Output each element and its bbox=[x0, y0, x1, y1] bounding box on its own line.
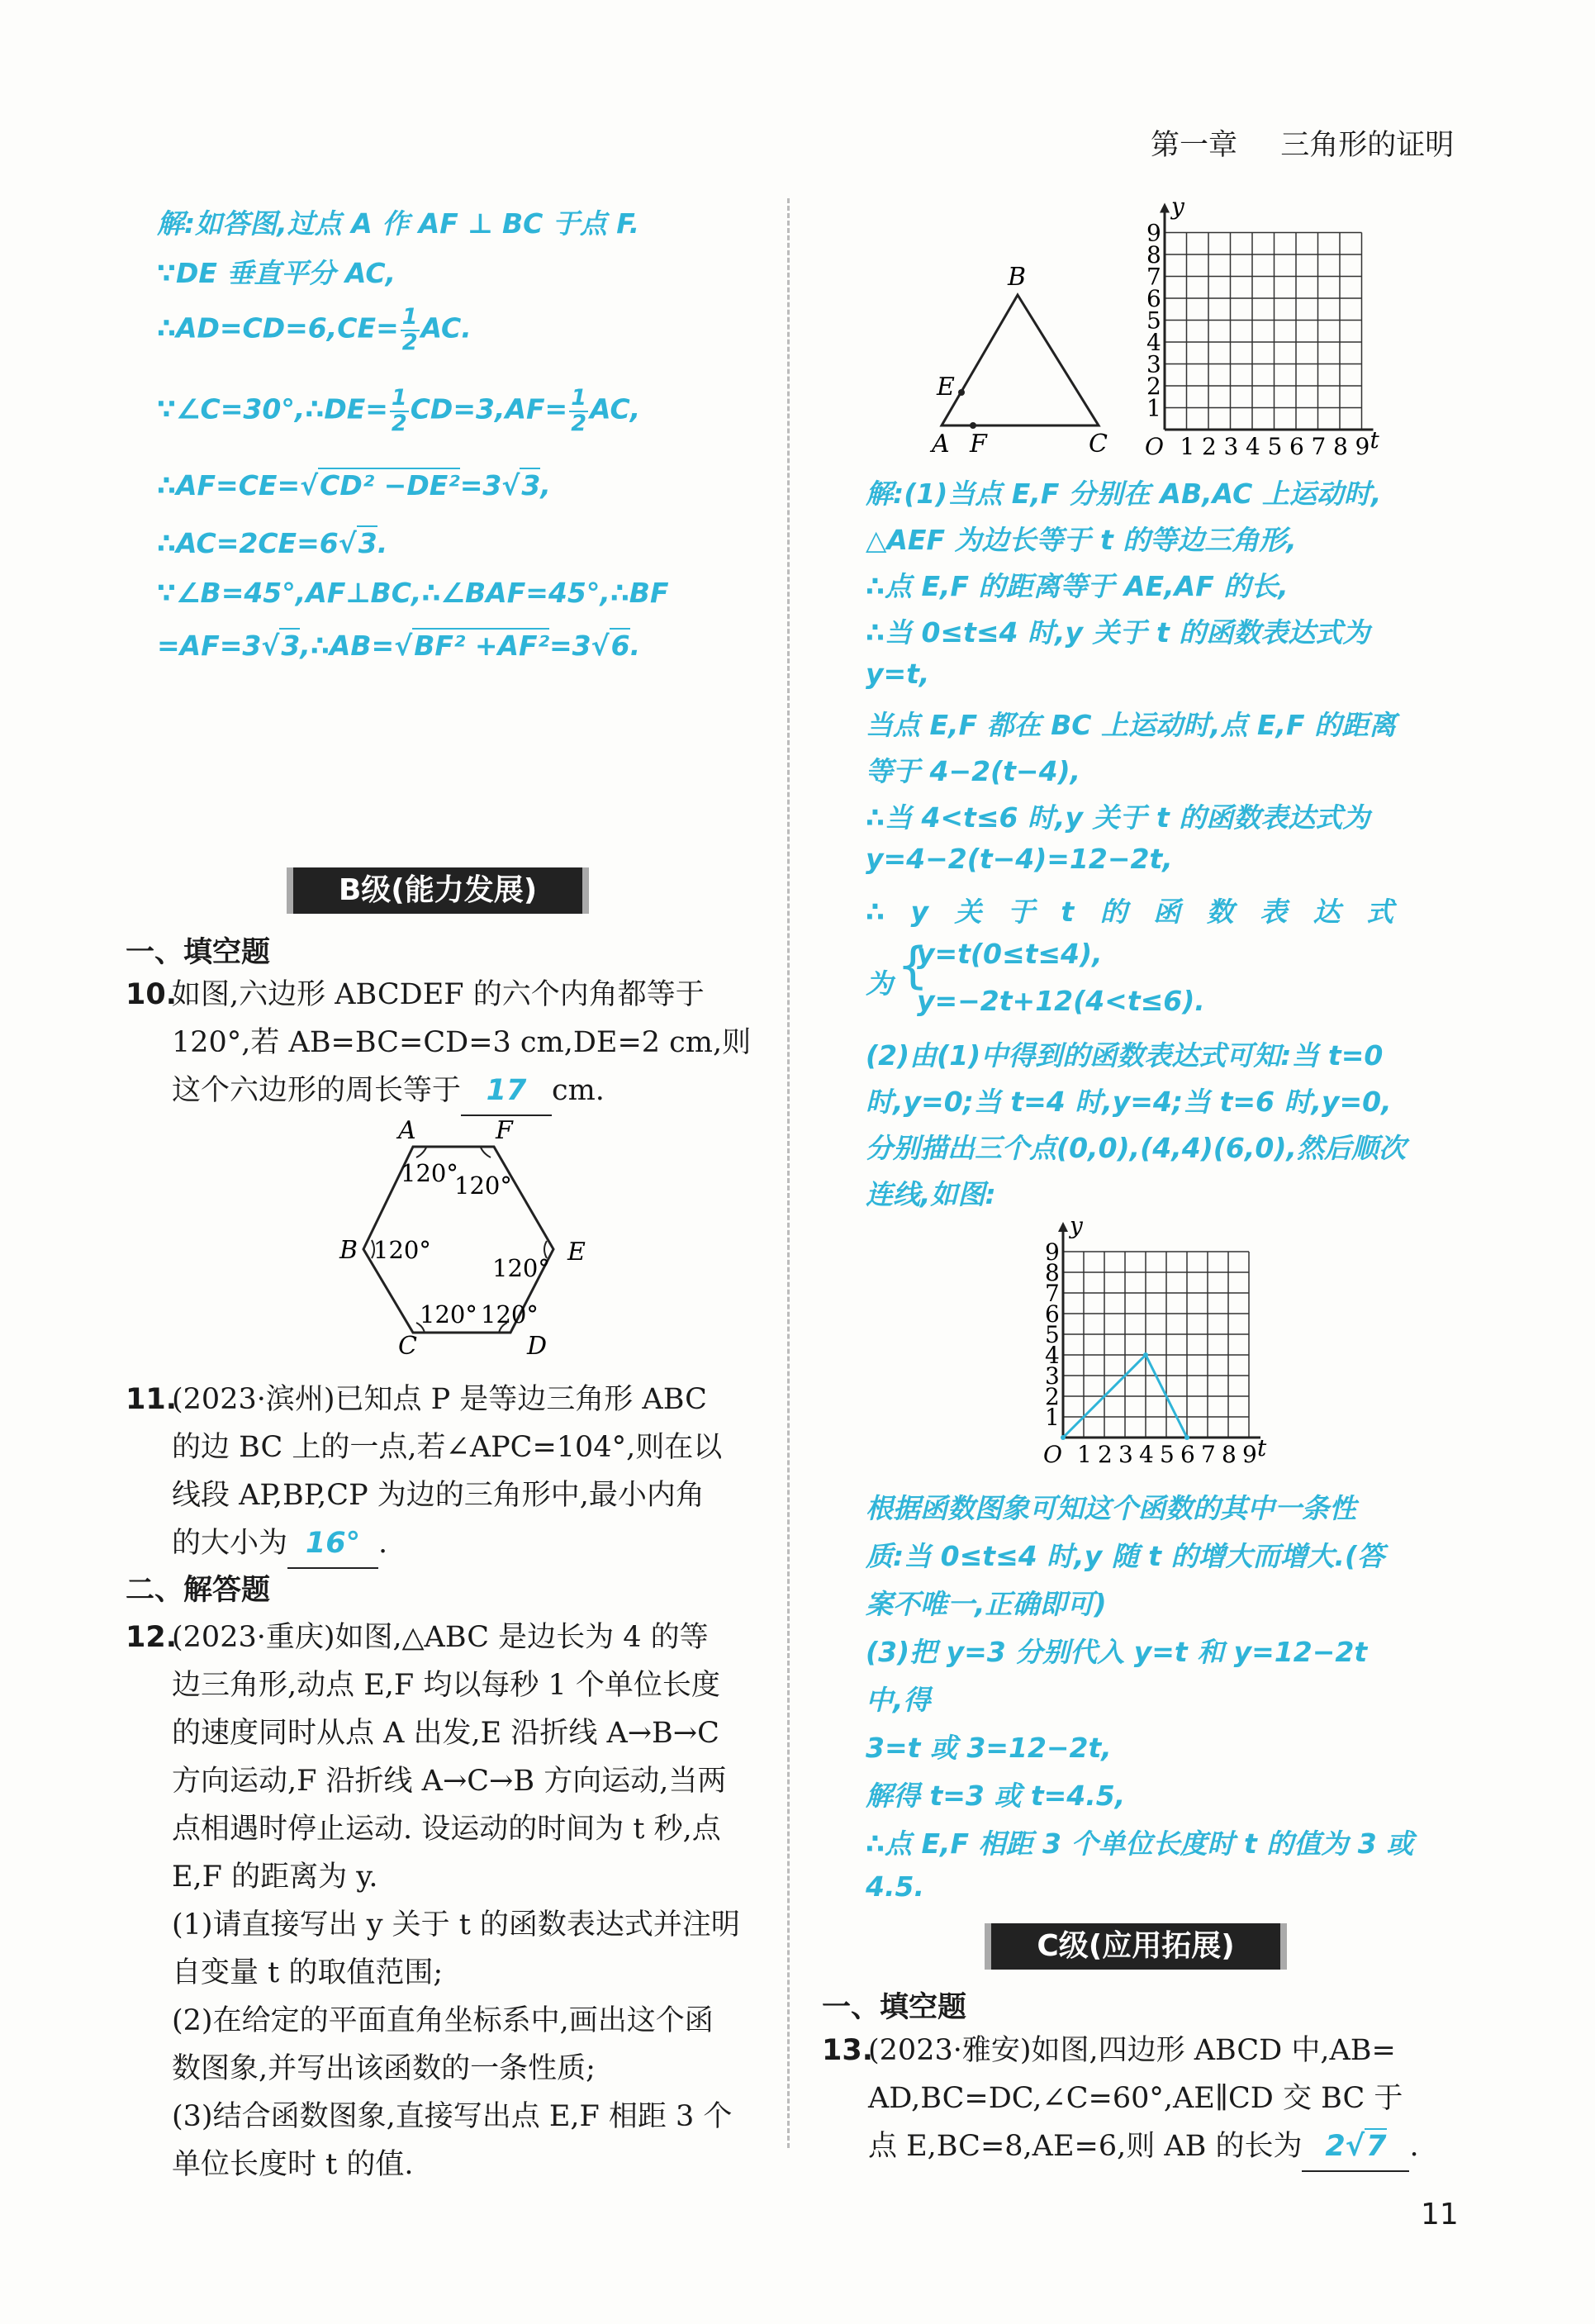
vertex-label: F bbox=[970, 430, 987, 459]
x-tick-label: 4 bbox=[1246, 433, 1260, 460]
vertex-label: C bbox=[1089, 430, 1108, 459]
solution-line: 根据函数图象可知这个函数的其中一条性 bbox=[866, 1492, 1356, 1524]
solution-line: ∴AC=2CE=6√3. bbox=[157, 527, 388, 559]
solution-line: ∴AD=CD=6,CE= $\frac{1}{2}$ AC. bbox=[157, 304, 472, 355]
y-tick-label: 4 bbox=[1146, 329, 1161, 356]
solution-line: =AF=3√3,∴AB=√BF² +AF²=3√6. bbox=[157, 630, 641, 662]
answer-blank: 2√7 bbox=[1302, 2122, 1409, 2172]
section-fill-heading-c: 一、填空题 bbox=[822, 1991, 967, 2024]
y-axis-arrow bbox=[1058, 1222, 1068, 1232]
question-line: 线段 AP,BP,CP 为边的三角形中,最小内角 bbox=[172, 1479, 705, 1512]
y-tick-label: 4 bbox=[1045, 1342, 1060, 1369]
question-number: 12. bbox=[126, 1621, 178, 1654]
hexagon-figure bbox=[330, 1111, 603, 1359]
solution-line: y=−2t+12(4<t≤6). bbox=[917, 985, 1205, 1017]
solution-line: 中,得 bbox=[866, 1684, 931, 1716]
solution-line: ∵∠C=30°,∴DE= $\frac{1}{2}$ CD=3,AF= $\frac{1}{2}$ AC, bbox=[157, 385, 641, 436]
question-line: 120°,若 AB=BC=CD=3 cm,DE=2 cm,则 bbox=[172, 1026, 752, 1059]
question-line: (2023·滨州)已知点 P 是等边三角形 ABC bbox=[172, 1383, 707, 1416]
y-tick-label: 6 bbox=[1146, 285, 1161, 312]
solution-line: 时,y=0;当 t=4 时,y=4;当 t=6 时,y=0, bbox=[866, 1086, 1392, 1118]
x-tick-label: 6 bbox=[1289, 433, 1304, 460]
data-point bbox=[1061, 1435, 1066, 1440]
question-line: 点相遇时停止运动. 设运动的时间为 t 秒,点 bbox=[172, 1813, 721, 1846]
question-line: 数图象,并写出该函数的一条性质; bbox=[172, 2052, 596, 2085]
question-line: 的大小为 16° . bbox=[172, 1519, 387, 1569]
vertex-label: D bbox=[527, 1332, 548, 1361]
triangle-figure bbox=[925, 260, 1123, 463]
chapter-label: 第一章 bbox=[1151, 129, 1238, 162]
x-tick-label: 4 bbox=[1139, 1441, 1154, 1468]
solution-line: 当点 E,F 都在 BC 上运动时,点 E,F 的距离 bbox=[866, 709, 1397, 741]
page-number: 11 bbox=[1421, 2198, 1459, 2231]
y-tick-label: 9 bbox=[1146, 219, 1161, 247]
angle-label: 120° bbox=[420, 1300, 477, 1328]
solution-line: 解得 t=3 或 t=4.5, bbox=[866, 1780, 1126, 1812]
y-axis-label: y bbox=[1171, 192, 1184, 221]
data-point bbox=[1143, 1352, 1148, 1357]
answer-blank: 17 bbox=[461, 1067, 552, 1116]
x-tick-label: 5 bbox=[1160, 1441, 1175, 1468]
brace: { bbox=[897, 937, 929, 995]
solution-line: 案不唯一,正确即可) bbox=[866, 1588, 1107, 1620]
vertex-label: B bbox=[1008, 263, 1027, 292]
y-tick-label: 8 bbox=[1045, 1259, 1060, 1286]
x-tick-label: 6 bbox=[1180, 1441, 1195, 1468]
y-tick-label: 3 bbox=[1045, 1362, 1060, 1390]
solution-line: ∴点 E,F 相距 3 个单位长度时 t 的值为 3 或 bbox=[866, 1827, 1414, 1860]
angle-label: 120° bbox=[401, 1159, 458, 1187]
y-tick-label: 3 bbox=[1146, 350, 1161, 378]
solution-line: 分别描出三个点(0,0),(4,4)(6,0),然后顺次 bbox=[866, 1132, 1406, 1164]
section-fill-heading: 一、填空题 bbox=[126, 936, 271, 969]
x-tick-label: 7 bbox=[1311, 433, 1327, 460]
x-tick-label: 3 bbox=[1223, 433, 1239, 460]
solution-line: ∴当 0≤t≤4 时,y 关于 t 的函数表达式为 bbox=[866, 616, 1370, 649]
vertex-label: C bbox=[398, 1332, 417, 1361]
solution-line: 质:当 0≤t≤4 时,y 随 t 的增大而增大.(答 bbox=[866, 1540, 1385, 1572]
x-tick-label: 1 bbox=[1077, 1441, 1092, 1468]
y-tick-label: 1 bbox=[1146, 394, 1161, 422]
blank-coordinate-grid bbox=[1123, 192, 1379, 460]
question-line: E,F 的距离为 y. bbox=[172, 1861, 378, 1894]
x-tick-label: 9 bbox=[1242, 1441, 1257, 1468]
solution-line: (2)由(1)中得到的函数表达式可知:当 t=0 bbox=[866, 1039, 1384, 1072]
solution-line: ∵∠B=45°,AF⊥BC,∴∠BAF=45°,∴BF bbox=[157, 577, 669, 609]
angle-label: 120° bbox=[481, 1300, 539, 1328]
function-graph bbox=[1028, 1210, 1301, 1483]
solution-line: △AEF 为边长等于 t 的等边三角形, bbox=[866, 524, 1297, 556]
solution-line: ∴点 E,F 的距离等于 AE,AF 的长, bbox=[866, 570, 1289, 602]
question-line: 的边 BC 上的一点,若∠APC=104°,则在以 bbox=[172, 1431, 723, 1464]
x-axis-label: t bbox=[1257, 1434, 1267, 1461]
chapter-title: 三角形的证明 bbox=[1280, 129, 1455, 162]
x-tick-label: 8 bbox=[1333, 433, 1348, 460]
question-line: (3)结合函数图象,直接写出点 E,F 相距 3 个 bbox=[172, 2100, 733, 2133]
solution-line: ∴当 4<t≤6 时,y 关于 t 的函数表达式为 bbox=[866, 801, 1370, 834]
solution-line: ∴AF=CE=√CD² −DE²=3√3, bbox=[157, 469, 551, 501]
y-axis-arrow bbox=[1160, 203, 1170, 213]
angle-label: 120° bbox=[373, 1236, 431, 1264]
angle-label: 120° bbox=[454, 1172, 512, 1200]
section-answer-heading: 二、解答题 bbox=[126, 1574, 271, 1607]
solution-line: 4.5. bbox=[866, 1870, 924, 1903]
answer-blank: 16° bbox=[287, 1519, 378, 1569]
x-axis-label: t bbox=[1370, 426, 1379, 454]
vertex-label: A bbox=[932, 430, 950, 459]
origin-label: O bbox=[1145, 433, 1164, 460]
question-number: 13. bbox=[822, 2034, 874, 2067]
y-tick-label: 9 bbox=[1045, 1238, 1060, 1266]
solution-line: y=4−2(t−4)=12−2t, bbox=[866, 843, 1173, 875]
x-tick-label: 7 bbox=[1201, 1441, 1216, 1468]
question-line: 这个六边形的周长等于 17 cm. bbox=[172, 1067, 605, 1116]
question-line: (1)请直接写出 y 关于 t 的函数表达式并注明 bbox=[172, 1908, 740, 1941]
question-line: 单位长度时 t 的值. bbox=[172, 2148, 414, 2181]
solution-line: 为 bbox=[866, 967, 893, 1000]
y-tick-label: 1 bbox=[1045, 1404, 1060, 1431]
solution-line: ∴ y 关 于 t 的 函 数 表 达 式 bbox=[866, 896, 1394, 928]
solution-line: 解:(1)当点 E,F 分别在 AB,AC 上运动时, bbox=[866, 478, 1382, 510]
y-tick-label: 7 bbox=[1146, 263, 1161, 291]
question-line: 的速度同时从点 A 出发,E 沿折线 A→B→C bbox=[172, 1717, 719, 1750]
angle-label: 120° bbox=[492, 1254, 550, 1282]
solution-line: (3)把 y=3 分别代入 y=t 和 y=12−2t bbox=[866, 1636, 1368, 1668]
question-line: AD,BC=DC,∠C=60°,AE∥CD 交 BC 于 bbox=[868, 2082, 1403, 2115]
solution-line: y=t(0≤t≤4), bbox=[917, 938, 1103, 970]
x-tick-label: 2 bbox=[1098, 1441, 1113, 1468]
column-divider bbox=[787, 198, 790, 2148]
vertex-label: A bbox=[398, 1116, 416, 1145]
vertex-label: F bbox=[496, 1116, 513, 1145]
solution-line: 3=t 或 3=12−2t, bbox=[866, 1732, 1112, 1764]
x-tick-label: 2 bbox=[1202, 433, 1217, 460]
level-b-badge: B级(能力发展) bbox=[293, 867, 582, 914]
x-tick-label: 8 bbox=[1222, 1441, 1237, 1468]
vertex-label: E bbox=[937, 373, 955, 402]
vertex-label: E bbox=[567, 1238, 586, 1267]
x-tick-label: 1 bbox=[1180, 433, 1195, 460]
question-line: 方向运动,F 沿折线 A→C→B 方向运动,当两 bbox=[172, 1765, 727, 1798]
y-tick-label: 5 bbox=[1146, 307, 1161, 335]
y-tick-label: 5 bbox=[1045, 1321, 1060, 1348]
solution-line: 等于 4−2(t−4), bbox=[866, 755, 1081, 787]
question-line: 点 E,BC=8,AE=6,则 AB 的长为 2√7 . bbox=[868, 2122, 1419, 2172]
question-line: 如图,六边形 ABCDEF 的六个内角都等于 bbox=[172, 978, 705, 1011]
y-tick-label: 6 bbox=[1045, 1300, 1060, 1328]
x-tick-label: 9 bbox=[1355, 433, 1370, 460]
question-line: 边三角形,动点 E,F 均以每秒 1 个单位长度 bbox=[172, 1669, 720, 1702]
y-axis-label: y bbox=[1070, 1212, 1083, 1239]
question-line: (2023·雅安)如图,四边形 ABCD 中,AB= bbox=[868, 2034, 1396, 2067]
y-tick-label: 2 bbox=[1146, 373, 1161, 400]
x-tick-label: 3 bbox=[1118, 1441, 1133, 1468]
solution-line: y=t, bbox=[866, 658, 930, 690]
question-line: (2)在给定的平面直角坐标系中,画出这个函 bbox=[172, 2004, 714, 2037]
question-number: 10. bbox=[126, 978, 178, 1011]
data-point bbox=[1184, 1435, 1189, 1440]
vertex-label: B bbox=[339, 1236, 358, 1265]
solution-line: 解:如答图,过点 A 作 AF ⊥ BC 于点 F. bbox=[157, 207, 640, 240]
solution-line: ∵DE 垂直平分 AC, bbox=[157, 257, 396, 289]
x-tick-label: 5 bbox=[1267, 433, 1283, 460]
solution-line: 连线,如图: bbox=[866, 1178, 996, 1210]
y-tick-label: 8 bbox=[1146, 241, 1161, 269]
page-header bbox=[1151, 122, 1454, 164]
question-line: (2023·重庆)如图,△ABC 是边长为 4 的等 bbox=[172, 1621, 709, 1654]
y-tick-label: 2 bbox=[1045, 1383, 1060, 1410]
level-c-badge: C级(应用拓展) bbox=[991, 1923, 1280, 1970]
question-line: 自变量 t 的取值范围; bbox=[172, 1956, 444, 1989]
question-number: 11. bbox=[126, 1383, 178, 1416]
y-tick-label: 7 bbox=[1045, 1280, 1060, 1307]
origin-label: O bbox=[1043, 1441, 1062, 1468]
